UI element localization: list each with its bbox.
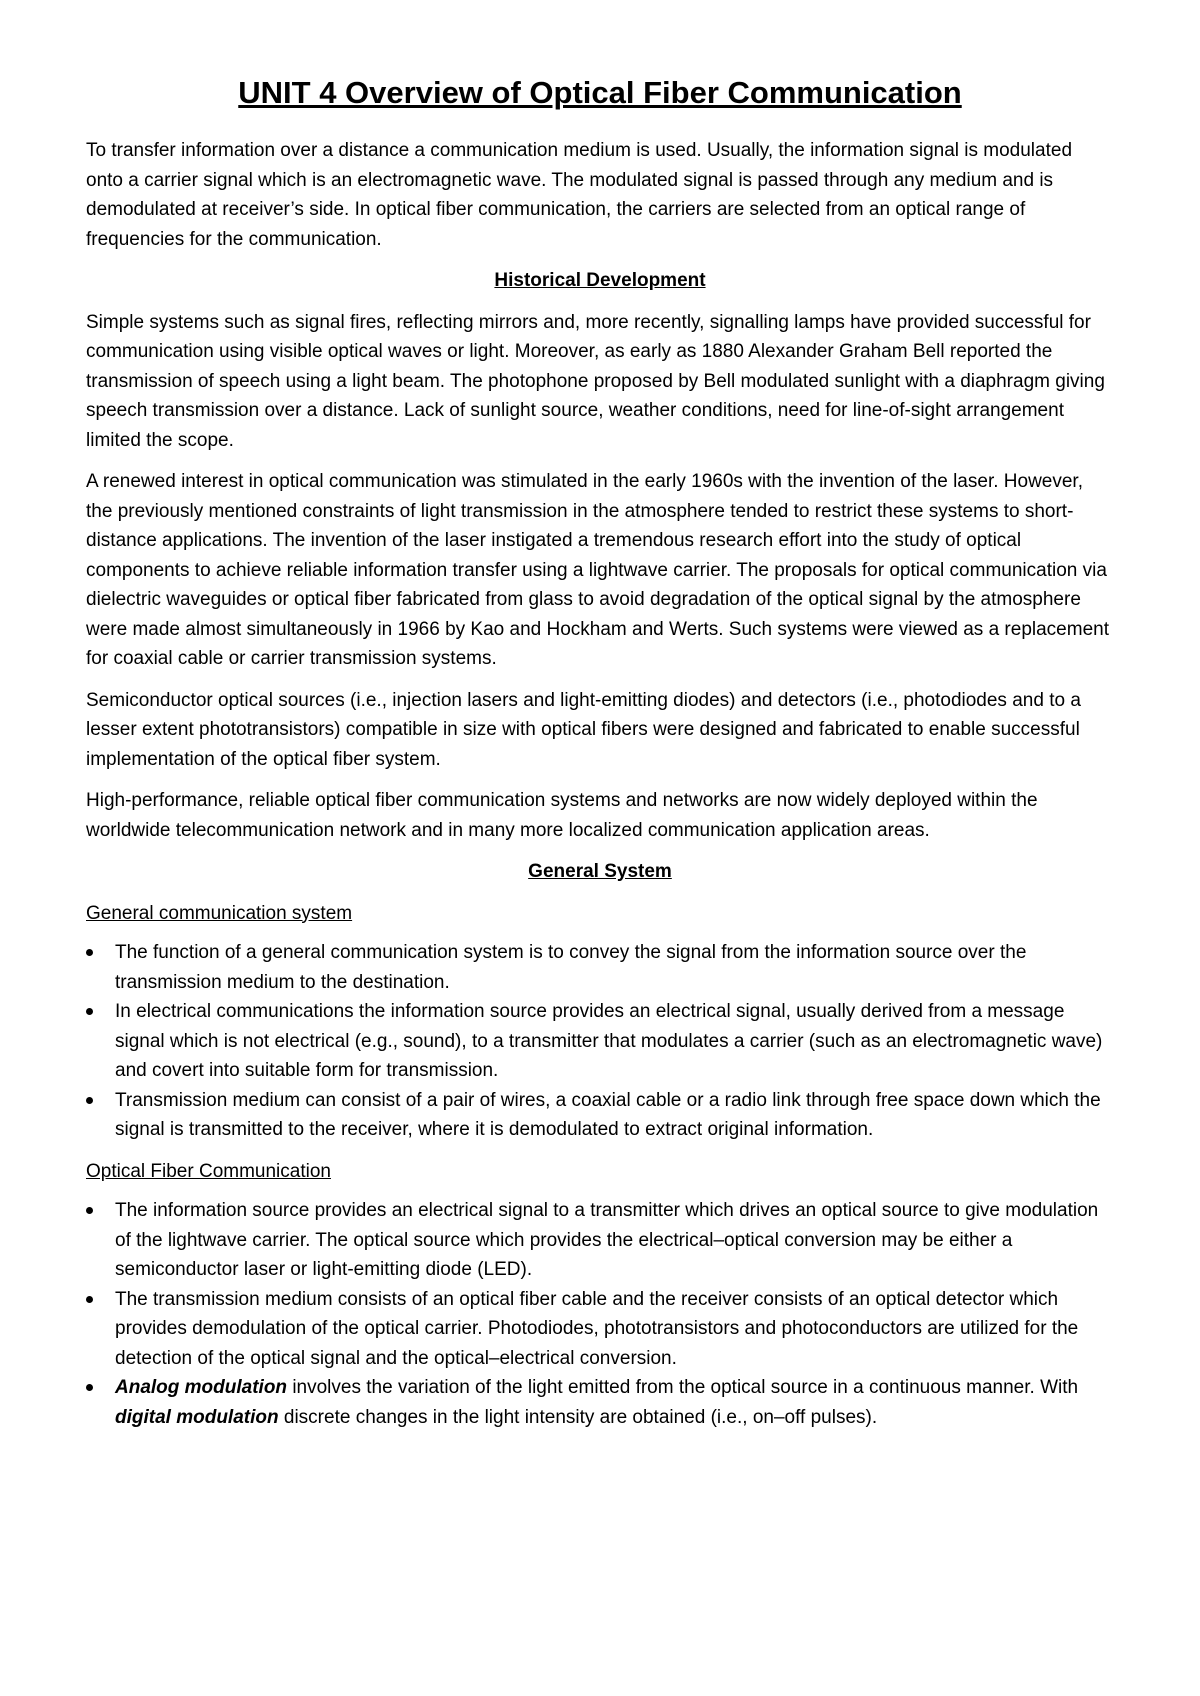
list-item-text: Transmission medium can consist of a pair of wires, a coaxial cable or a radio link through free space down which the signal is transmitted to the receiver, where it is demodulated to extract original information.	[115, 1089, 1101, 1140]
historical-development-heading: Historical Development	[494, 270, 706, 291]
historical-paragraph-1: Simple systems such as signal fires, reflecting mirrors and, more recently, signalling lamps have provided successful for communication using visible optical waves or light. Moreover, as early as 1880 Alexander Graham Bell reported the transmission of speech using a light beam. The photophone proposed by Bell modulated sunlight with a diaphragm giving speech transmission over a distance. Lack of sunlight source, weather conditions, need for line-of-sight arrangement limited the scope.	[86, 311, 1105, 451]
list-item-text: The transmission medium consists of an optical fiber cable and the receiver consists of an optical detector which provides demodulation of the optical carrier. Photodiodes, phototransistors and photoconductors are utilized for the detection of the optical signal and the optical–electrical conversion.	[115, 1288, 1079, 1369]
list-item	[86, 1373, 1114, 1432]
analog-modulation-term: Analog modulation	[115, 1377, 288, 1398]
optical-fiber-communication-heading: Optical Fiber Communication	[86, 1160, 331, 1182]
list-item	[86, 1285, 1114, 1374]
general-system-heading: General System	[528, 861, 672, 882]
list-item-text: In electrical communications the information source provides an electrical signal, usually derived from a message signal which is not electrical (e.g., sound), to a transmitter that modulates a carrier (such as an electromagnetic wave) and covert into suitable form for transmission.	[115, 1001, 1103, 1081]
intro-paragraph: To transfer information over a distance a communication medium is used. Usually, the information signal is modulated onto a carrier signal which is an electromagnetic wave. The modulated signal is passed through any medium and is demodulated at receiver’s side. In optical fiber communication, the carriers are selected from an optical range of frequencies for the communication.	[86, 140, 1073, 250]
list-item	[86, 1086, 1114, 1145]
general-communication-system-heading: General communication system	[86, 902, 353, 924]
historical-paragraph-2: A renewed interest in optical communication was stimulated in the early 1960s with the invention of the laser. However, the previously mentioned constraints of light transmission in the atmosphere tended to restrict these systems to short-distance applications. The invention of the laser instigated a tremendous research effort into the study of optical components to achieve reliable information transfer using a lightwave carrier. The proposals for optical communication via dielectric waveguides or optical fiber fabricated from glass to avoid degradation of the optical signal by the atmosphere were made almost simultaneously in 1966 by Kao and Hockham and Werts. Such systems were viewed as a replacement for coaxial cable or carrier transmission systems.	[86, 471, 1109, 669]
list-item-text: The function of a general communication system is to convey the signal from the information source over the transmission medium to the destination.	[115, 942, 1027, 993]
list-item	[86, 1196, 1114, 1285]
list-item-text: The information source provides an electrical signal to a transmitter which drives an optical source to give modulation of the lightwave carrier. The optical source which provides the electrical–optical conversion may be either a semiconductor laser or light-emitting diode (LED).	[115, 1200, 1099, 1280]
historical-paragraph-4: High-performance, reliable optical fiber communication systems and networks are now widely deployed within the worldwide telecommunication network and in many more localized communication application areas.	[86, 790, 1038, 841]
digital-modulation-term: digital modulation	[115, 1406, 279, 1428]
document-title: UNIT 4 Overview of Optical Fiber Communication	[238, 75, 962, 110]
bullet-icon	[86, 1008, 93, 1015]
bullet-icon	[86, 1097, 93, 1104]
bullet-icon	[86, 949, 93, 956]
list-item-text: discrete changes in the light intensity are obtained (i.e., on–off pulses).	[278, 1406, 878, 1428]
historical-paragraph-3: Semiconductor optical sources (i.e., injection lasers and light-emitting diodes) and detectors (i.e., photodiodes and to a lesser extent phototransistors) compatible in size with optical fibers were designed and fabricated to enable successful implementation of the optical fiber system.	[86, 689, 1081, 770]
list-item-text: involves the variation of the light emitted from the optical source in a continuous manner. With	[287, 1377, 1079, 1398]
bullet-icon	[86, 1384, 93, 1391]
general-communication-bullet-list	[86, 938, 1114, 1145]
list-item	[86, 938, 1114, 997]
bullet-icon	[86, 1296, 93, 1303]
bullet-icon	[86, 1207, 93, 1214]
list-item	[86, 997, 1114, 1086]
optical-communication-bullet-list	[86, 1196, 1114, 1432]
